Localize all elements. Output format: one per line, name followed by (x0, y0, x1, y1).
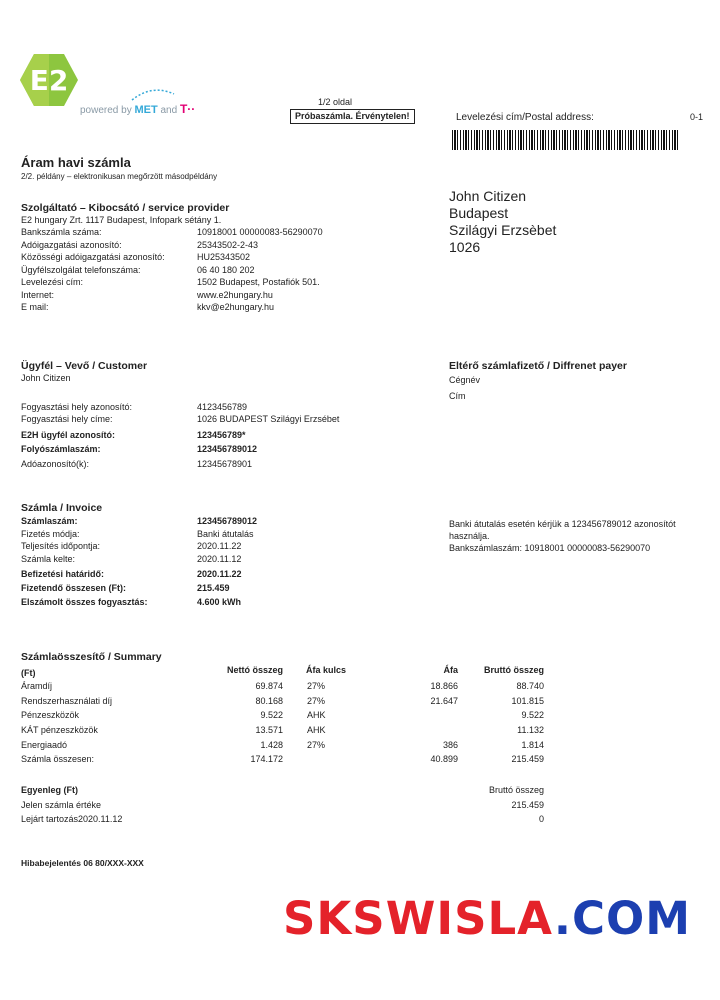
recipient-address (449, 188, 556, 256)
provider-row: Levelezési cím: 1502 Budapest, Postafiók 501. (21, 277, 320, 287)
proforma-badge: Próbaszámla. Érvénytelen! (290, 109, 415, 124)
customer-name: John Citizen (21, 373, 71, 383)
payment-note: Banki átutalás esetén kérjük a 123456789012 azonosítót használja. Bankszámlaszám: 10918001 00000083-56290070 (449, 519, 676, 553)
provider-address: E2 hungary Zrt. 1117 Budapest, Infopark sétány 1. (21, 215, 222, 225)
table-row: Áramdíj 69.874 27% 18.866 88.740 (21, 681, 544, 691)
balance-current-label: Jelen számla értéke (21, 800, 102, 810)
provider-row: Adóigazgatási azonosító: 25343502-2-43 (21, 239, 259, 250)
provider-row: Ügyfélszolgálat telefonszáma: 06 40 180 202 (21, 264, 255, 275)
payer-heading: Eltérő számlafizető / Diffrenet payer (449, 360, 627, 372)
balance-overdue-label: Lejárt tartozás2020.11.12 (21, 814, 123, 824)
customer-details (21, 402, 351, 471)
provider-heading: Szolgáltató – Kibocsátó / service provider (21, 202, 230, 214)
svg-text:E2: E2 (29, 64, 69, 97)
invoice-heading: Számla / Invoice (21, 502, 103, 514)
balance-current-value: 215.459 (511, 800, 544, 810)
provider-details (21, 227, 351, 315)
document-title: Áram havi számla (21, 155, 131, 170)
invoice-row: Teljesítés időpontja: 2020.11.22 (21, 541, 242, 551)
watermark: SKSWISLA.COM (283, 892, 691, 945)
summary-header: Nettó összeg Áfa kulcs Áfa Bruttó összeg (226, 665, 544, 675)
payer-company: Cégnév (449, 375, 481, 385)
barcode (452, 130, 678, 150)
e2-logo (18, 52, 80, 108)
table-row-total: Számla összesen: 174.172 40.899 215.459 (21, 754, 544, 764)
provider-row: Közösségi adóigazgatási azonosító: HU25343502 (21, 252, 251, 262)
summary-unit: (Ft) (21, 668, 36, 678)
customer-row: Fogyasztási hely címe: 1026 BUDAPEST Szilágyi Erzsébet (21, 413, 340, 424)
provider-row: E mail: kkv@e2hungary.hu (21, 302, 275, 312)
customer-row: Adóazonosító(k): 12345678901 (21, 458, 253, 469)
table-row: KÁT pénzeszközök 13.571 AHK 11.132 (21, 725, 544, 735)
table-row: Pénzeszközök 9.522 AHK 9.522 (21, 710, 544, 720)
document-subtitle: 2/2. példány – elektronikusan megőrzött másodpéldány (21, 172, 218, 181)
balance-heading: Egyenleg (Ft) (21, 785, 79, 795)
summary-heading: Számlaösszesítő / Summary (21, 651, 162, 663)
invoice-row: Fizetés módja: Banki átutalás (21, 528, 254, 539)
payer-address: Cím (449, 391, 466, 401)
recipient-city: Budapest (449, 205, 509, 221)
recipient-street: Szilágyi Erzsèbet (449, 222, 557, 238)
invoice-row: Befizetési határidő: 2020.11.22 (21, 568, 242, 579)
postal-code: 0-1 (690, 112, 704, 122)
customer-heading: Ügyfél – Vevő / Customer (21, 360, 148, 372)
postal-label: Levelezési cím/Postal address: (456, 112, 594, 123)
invoice-row: Elszámolt összes fogyasztás: 4.600 kWh (21, 596, 242, 607)
table-row: Rendszerhasználati díj 80.168 27% 21.647 101.815 (21, 696, 544, 706)
met-arc-icon (130, 86, 176, 107)
invoice-details (21, 516, 351, 609)
recipient-zip: 1026 (449, 239, 481, 255)
invoice-row: Fizetendő összesen (Ft): 215.459 (21, 582, 230, 593)
fault-report: Hibabejelentés 06 80/XXX-XXX (21, 858, 144, 868)
balance-overdue-value: 0 (538, 814, 544, 824)
invoice-row: Számla kelte: 2020.11.12 (21, 553, 242, 564)
recipient-name: John Citizen (449, 188, 527, 204)
provider-row: Bankszámla száma: 10918001 00000083-56290070 (21, 227, 323, 237)
page-indicator: 1/2 oldal (318, 97, 353, 107)
invoice-row: Számlaszám: 123456789012 (21, 516, 258, 526)
customer-row: E2H ügyfél azonosító: 123456789* (21, 429, 246, 440)
balance-column: Bruttó összeg (488, 785, 544, 795)
customer-row: Folyószámlaszám: 123456789012 (21, 444, 258, 454)
table-row: Energiaadó 1.428 27% 386 1.814 (21, 740, 544, 750)
powered-by: powered by MET and T·· (80, 102, 196, 116)
customer-row: Fogyasztási hely azonosító: 4123456789 (21, 402, 248, 412)
provider-row: Internet: www.e2hungary.hu (21, 289, 273, 300)
